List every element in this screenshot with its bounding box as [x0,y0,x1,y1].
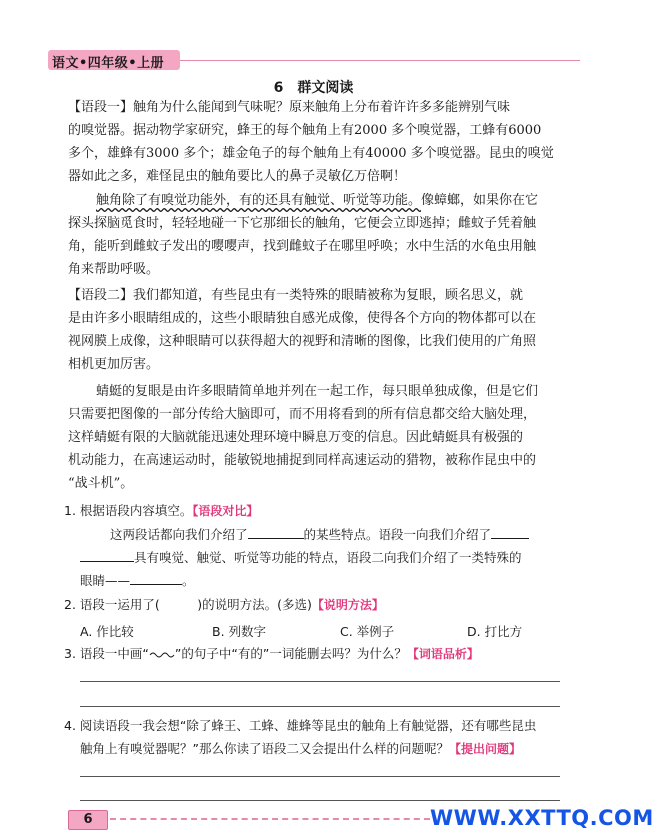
watermark: WWW.XXTTQ.COM [430,806,654,830]
page-header [0,50,627,72]
page-title: 6 群文阅读 [273,80,354,96]
passage1-line: 多个，雄蜂有3000 多个；雄金龟子的每个触角上有40000 多个嗅觉器。昆虫的嗅觉 [68,146,554,161]
passage1-line: 【语段一】触角为什么能闻到气味呢？原来触角上分布着许许多多能辨别气味 [68,100,511,115]
passage1-line: 角来帮助呼吸。 [68,262,160,277]
passage2-line: 是由许多小眼睛组成的，这些小眼睛独自感光成像，使得各个方向的物体都可以在 [68,311,537,326]
option-c[interactable]: C. 举例子 [340,624,395,639]
passage2-line: 只需要把图像的一部分传给大脑即可，而不用将看到的所有信息都交给大脑处理， [68,407,537,422]
passage1-line: 器如此之多，难怪昆虫的触角要比人的鼻子灵敏亿万倍啊！ [68,169,407,184]
question-1-line-3: 眼睛—— 。 [80,573,195,588]
passage2-line: 机动能力，在高速运动时，能敏锐地捕捉到同样高速运动的猎物，被称作昆虫中的 [68,453,537,468]
passage2-line: 这样蜻蜓有限的大脑就能迅速处理环境中瞬息万变的信息。因此蜻蜓具有极强的 [68,430,524,445]
header-rule [180,60,580,61]
option-d[interactable]: D. 打比方 [467,624,523,639]
top-whitespace [0,0,627,50]
fill-blank[interactable] [491,526,529,539]
header-label: 语文•四年级•上册 [52,56,165,71]
fill-blank[interactable] [80,549,134,562]
wavy-mark-icon [149,649,175,659]
wavy-underlined-sentence: 触角除了有嗅觉功能外，有的还具有触觉、听觉等功能。 [96,193,422,208]
fill-blank[interactable] [130,572,182,585]
passage1-line-rest: 像蟑螂，如果你在它 [421,193,539,208]
page-number: 6 [68,810,108,830]
option-b[interactable]: B. 列数字 [212,624,267,639]
question-3: 3. 语段一中画“ ”的句子中“有的”一词能删去吗？为什么？【词语品析】 [64,646,479,661]
passage1-wavy-line [96,193,568,209]
passage1-line: 角，能听到雌蚊子发出的嘤嘤声，找到雌蚊子在哪里呼唤；水中生活的水龟虫用触 [68,239,537,254]
passage2-line: “战斗机”。 [68,476,134,491]
question-1-line-1: 这两段话都向我们介绍了 的某些特点。语段一向我们介绍了 [110,526,570,543]
answer-line[interactable] [80,706,560,707]
passage2-line: 视网膜上成像，这种眼睛可以获得超大的视野和清晰的图像，比我们使用的广角照 [68,334,537,349]
question-4-line-2: 触角上有嗅觉器呢？”那么你读了语段二又会提出什么样的问题呢？【提出问题】 [80,741,521,756]
question-1-line-2: 具有嗅觉、触觉、听觉等功能的特点，语段二向我们介绍了一类特殊的 [80,549,570,566]
fill-blank[interactable] [248,526,304,539]
question-tag: 【提出问题】 [448,742,521,756]
question-tag: 【说明方法】 [311,598,384,612]
passage2-line: 蜻蜓的复眼是由许多眼睛简单地并列在一起工作，每只眼单独成像，但是它们 [96,384,539,399]
passage2-line: 相机更加厉害。 [68,357,160,372]
answer-line[interactable] [80,800,560,801]
question-tag: 【语段对比】 [192,504,259,518]
page-footer [0,806,654,830]
question-2: 2. 语段一运用了( )的说明方法。(多选)【说明方法】 [64,597,384,612]
option-a[interactable]: A. 作比较 [80,624,134,639]
passage2-line: 【语段二】我们都知道，有些昆虫有一类特殊的眼睛被称为复眼，顾名思义，就 [68,288,524,303]
question-1: 1. 根据语段内容填空。【语段对比】 [64,503,259,518]
passage1-line: 的嗅觉器。据动物学家研究，蜂王的每个触角上有2000 多个嗅觉器，工蜂有6000 [68,123,542,138]
question-4-line-1: 4. 阅读语段一我会想“除了蜂王、工蜂、雄蜂等昆虫的触角上有触觉器，还有哪些昆虫 [64,718,537,733]
answer-line[interactable] [80,776,560,777]
footer-decoration [110,818,430,820]
passage1-line: 探头探脑觅食时，轻轻地碰一下它那细长的触角，它便会立即逃掉；雌蚊子凭着触 [68,216,537,231]
question-tag: 【词语品析】 [406,647,479,661]
answer-line[interactable] [80,681,560,682]
